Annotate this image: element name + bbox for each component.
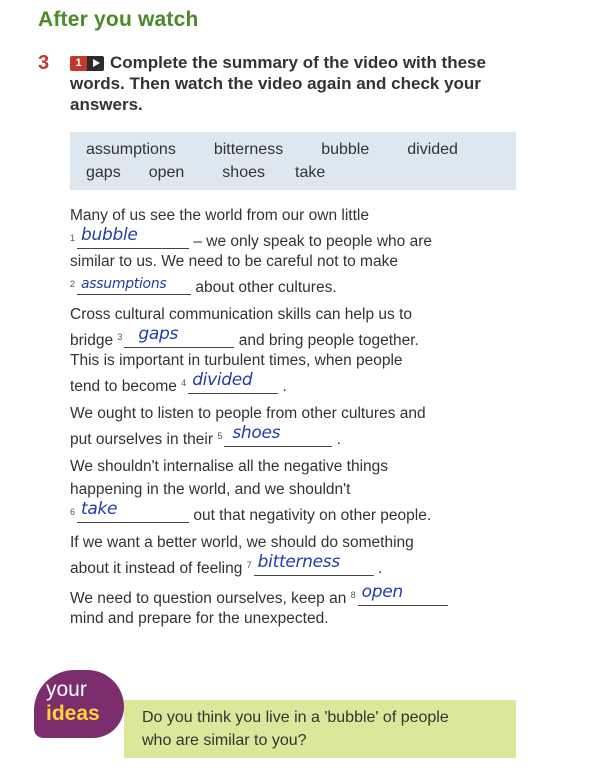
answer-blank-6[interactable]	[77, 499, 189, 523]
summary-paragraph-6	[70, 584, 520, 630]
word-chip: divided	[407, 141, 458, 158]
handwritten-answer: shoes	[232, 423, 281, 443]
summary-line: This is important in turbulent times, when people	[70, 352, 403, 369]
handwritten-answer: divided	[192, 370, 253, 390]
exercise-number: 3	[38, 52, 50, 74]
answer-blank-3[interactable]	[124, 324, 234, 348]
word-row-1	[86, 138, 500, 161]
summary-line: Cross cultural communication skills can help us to	[70, 306, 412, 323]
summary-text-fragment: – we only speak to people who are	[189, 233, 433, 250]
gap-number: 3	[117, 332, 123, 342]
summary-line	[70, 554, 520, 577]
word-chip: gaps	[86, 164, 121, 181]
summary-line: mind and prepare for the unexpected.	[70, 610, 329, 627]
summary-line	[70, 501, 520, 524]
gap-number: 6	[70, 507, 76, 517]
summary-line	[70, 326, 520, 349]
answer-blank-8[interactable]	[358, 582, 448, 606]
summary-text-fragment: and bring people together.	[234, 332, 419, 349]
summary-line	[70, 227, 520, 250]
summary-line: happening in the world, and we shouldn't	[70, 481, 351, 498]
summary-line: We ought to listen to people from other cultures and	[70, 405, 426, 422]
word-chip: shoes	[222, 164, 265, 181]
summary-text-fragment: out that negativity on other people.	[189, 507, 432, 524]
summary-line	[70, 425, 520, 448]
handwritten-answer: assumptions	[81, 276, 167, 292]
video-number: 1	[70, 56, 87, 71]
gap-number: 8	[350, 590, 356, 600]
your-ideas-label-your: your	[46, 678, 87, 701]
summary-text-fragment: tend to become	[70, 378, 182, 395]
word-chip: bubble	[321, 141, 370, 158]
summary-line	[70, 584, 520, 607]
summary-paragraph-4	[70, 455, 520, 524]
handwritten-answer: bubble	[81, 225, 138, 245]
summary-text-fragment: We need to question ourselves, keep an	[70, 590, 351, 607]
summary-text-fragment: .	[332, 431, 341, 448]
your-ideas-label-ideas: ideas	[46, 702, 100, 725]
question-line: Do you think you live in a 'bubble' of people	[142, 709, 449, 726]
section-heading: After you watch	[38, 8, 199, 31]
handwritten-answer: open	[361, 582, 403, 602]
summary-text	[70, 204, 520, 637]
answer-blank-1[interactable]	[77, 225, 189, 249]
summary-line	[70, 372, 520, 395]
handwritten-answer: bitterness	[257, 552, 340, 572]
gap-number: 5	[217, 431, 223, 441]
answer-blank-5[interactable]	[224, 423, 332, 447]
summary-paragraph-5	[70, 531, 520, 577]
gap-number: 7	[246, 560, 252, 570]
word-chip: take	[295, 164, 326, 181]
answer-blank-4[interactable]	[188, 370, 278, 394]
your-ideas-question-box	[124, 700, 516, 758]
summary-text-fragment: about it instead of feeling	[70, 560, 247, 577]
word-box	[70, 132, 516, 190]
gap-number: 1	[70, 233, 76, 243]
summary-text-fragment: about other cultures.	[191, 279, 337, 296]
answer-blank-2[interactable]	[77, 276, 191, 295]
summary-line: Many of us see the world from our own little	[70, 207, 369, 224]
summary-line	[70, 273, 520, 296]
word-chip: open	[148, 164, 185, 181]
summary-line: We shouldn't internalise all the negative things	[70, 458, 389, 475]
summary-paragraph-3	[70, 402, 520, 448]
summary-text-fragment: put ourselves in their	[70, 431, 218, 448]
summary-text-fragment: bridge	[70, 332, 118, 349]
word-chip: bitterness	[213, 141, 284, 158]
word-row-2	[86, 161, 500, 184]
question-line: who are similar to you?	[142, 732, 307, 749]
answer-blank-7[interactable]	[254, 552, 374, 576]
summary-line: similar to us. We need to be careful not to make	[70, 253, 398, 270]
summary-paragraph-1	[70, 204, 520, 296]
summary-paragraph-2	[70, 303, 520, 395]
gap-number: 2	[70, 279, 76, 289]
exercise-instructions: Complete the summary of the video with these words. Then watch the video again and check your answers.	[70, 53, 486, 114]
handwritten-answer: gaps	[138, 324, 179, 344]
your-ideas-badge	[34, 670, 124, 738]
gap-number: 4	[181, 378, 187, 388]
summary-text-fragment: .	[373, 560, 383, 577]
word-chip: assumptions	[86, 141, 176, 158]
summary-text-fragment: .	[278, 378, 287, 395]
summary-line: If we want a better world, we should do something	[70, 534, 414, 551]
handwritten-answer: take	[81, 499, 118, 519]
